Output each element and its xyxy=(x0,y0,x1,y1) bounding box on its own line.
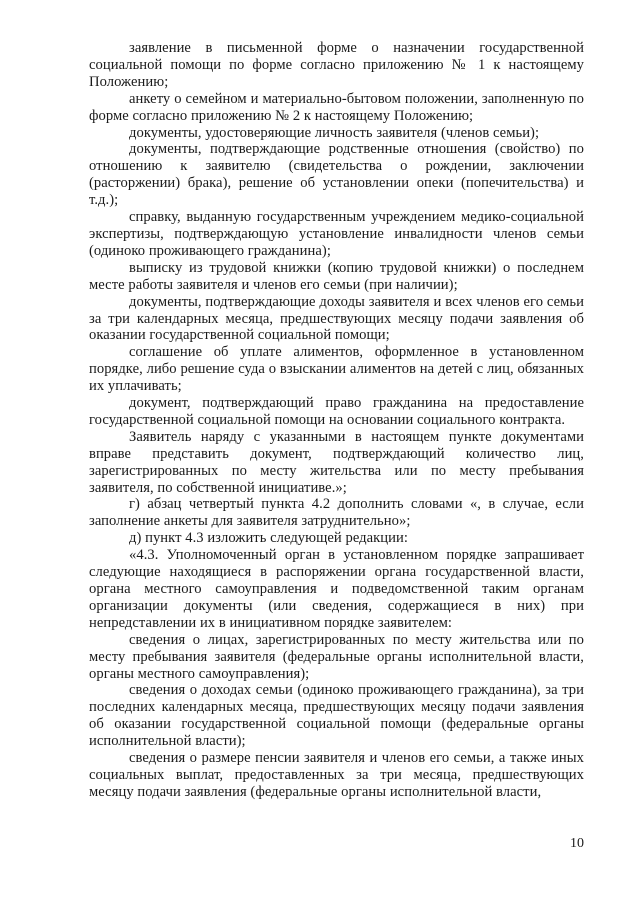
paragraph: д) пункт 4.3 изложить следующей редакции: xyxy=(129,530,408,547)
paragraph: сведения о размере пенсии заявителя и членов его семьи, а также иных социальных выплат, предоставленных за три месяца, предшествующих месяцу подачи заявления (федеральные органы исполнительной власти, xyxy=(89,750,584,800)
paragraph: сведения о лицах, зарегистрированных по месту жительства или по месту пребывания заявителя (федеральные органы исполнительной власти, органы местного самоуправления); xyxy=(89,631,584,682)
paragraph: документ, подтверждающий право гражданина на предоставление государственной социальной помощи на основании социального контракта. xyxy=(89,395,584,428)
paragraph: анкету о семейном и материально-бытовом положении, заполненную по форме согласно приложению № 2 к настоящему Положению; xyxy=(89,90,584,124)
paragraph: документы, удостоверяющие личность заявителя (членов семьи); xyxy=(129,124,540,141)
paragraph: г) абзац четвертый пункта 4.2 дополнить словами «, в случае, если заполнение анкеты для заявителя затруднительно»; xyxy=(89,496,584,530)
paragraph: документы, подтверждающие родственные отношения (свойство) по отношению к заявителю (свидетельства о рождении, заключении (расторжении) брака), решение об установлении опеки (попечительства) и т.д.); xyxy=(89,141,584,209)
paragraph: «4.3. Уполномоченный орган в установленном порядке запрашивает следующие находящиеся в распоряжении органа государственной власти, органа местного самоуправления и подведомственной таким органам организации документы (или сведения, содержащиеся в них) при непредставлении их в инициативном порядке заявителем: xyxy=(89,547,584,631)
paragraph: выписку из трудовой книжки (копию трудовой книжки) о последнем месте работы заявителя и членов его семьи (при наличии); xyxy=(89,259,584,293)
paragraph: заявление в письменной форме о назначении государственной социальной помощи по форме согласно приложению № 1 к настоящему Положению; xyxy=(89,40,584,90)
paragraph: документы, подтверждающие доходы заявителя и всех членов его семьи за три календарных месяца, предшествующих месяцу подачи заявления об оказании государственной социальной помощи; xyxy=(89,293,584,344)
page-number: 10 xyxy=(570,836,584,851)
paragraph: Заявитель наряду с указанными в настоящем пункте документами вправе представить документ, подтверждающий количество лиц, зарегистрированных по месту жительства или по месту пребывания заявителя, по собственной инициативе.»; xyxy=(89,428,584,496)
paragraph: сведения о доходах семьи (одиноко проживающего гражданина), за три последних календарных месяца, предшествующих месяцу подачи заявления об оказании государственной социальной помощи (федеральные органы исполнительной власти); xyxy=(89,682,584,750)
paragraph: справку, выданную государственным учреждением медико-социальной экспертизы, подтверждающую установление инвалидности членов семьи (одиноко проживающего гражданина); xyxy=(89,209,584,259)
paragraph: соглашение об уплате алиментов, оформленное в установленном порядке, либо решение суда о взыскании алиментов на детей с лиц, обязанных их уплачивать; xyxy=(89,344,584,395)
